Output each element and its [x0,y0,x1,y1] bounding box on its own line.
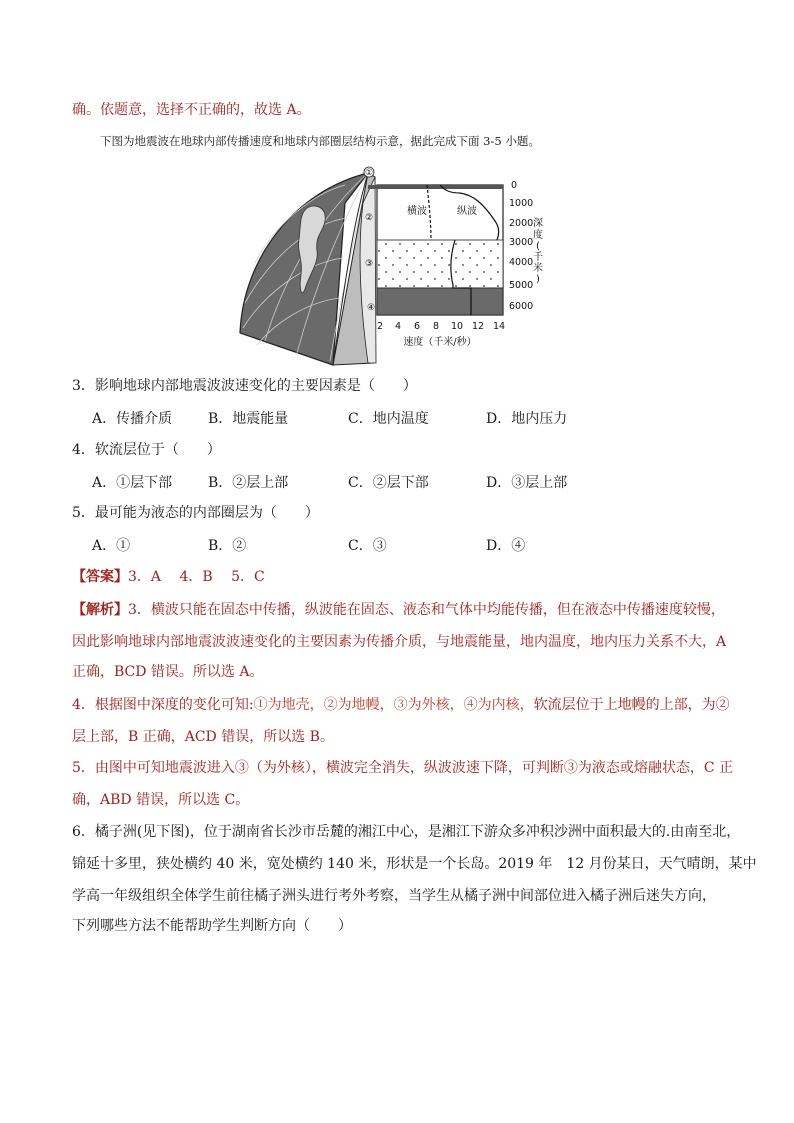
question-4-option-a[interactable]: A．①层下部 [92,475,173,491]
layer-marker-2: ② [364,213,374,223]
depth-tick-5000: 5000 [509,280,534,291]
depth-tick-4000: 4000 [509,257,534,268]
question-3-stem: 3．影响地球内部地震波波速变化的主要因素是（ ） [72,378,417,394]
analysis-text-1: 3．横波只能在固态中传播，纵波能在固态、液态和气体中均能传播，但在液态中传播速度较慢， [128,602,725,618]
depth-label-char: ) [536,274,540,285]
depth-tick-2000: 2000 [509,218,534,229]
question-3-option-c[interactable]: C．地内温度 [348,411,429,427]
top-band [368,185,503,189]
answer-tag: 【答案】 [72,569,128,585]
layer-marker-3: ③ [364,259,374,269]
speed-tick-8: 8 [432,321,440,332]
question-3-option-b[interactable]: B．地震能量 [208,411,289,427]
question-6-line-3: 学高一年级组织全体学生前往橘子洲头进行考外考察，当学生从橘子洲中间部位进入橘子洲后迷失方向， [72,888,716,904]
depth-label-char: 度 [533,230,543,241]
question-5-option-a[interactable]: A．① [92,538,131,554]
analysis-line-4 [72,695,730,715]
speed-tick-14: 14 [492,321,506,332]
question-3-option-a[interactable]: A．传播介质 [92,411,173,427]
depth-axis-label [533,217,543,285]
layer-marker-1: ① [364,168,374,178]
analysis-line-4-tail: 软流层位于上地幔的上部，为② [533,697,730,713]
analysis-tag: 【解析】 [72,602,128,618]
previous-answer-tail: 确。依题意，选择不正确的，故选 A。 [72,102,311,118]
question-3-option-d[interactable]: D．地内压力 [486,411,568,427]
speed-axis [377,321,505,348]
analysis-line-3: 正确，BCD 错误。所以选 A。 [72,664,264,680]
depth-label-char: 米 [533,263,543,274]
s-wave-label: 横波 [407,206,427,217]
seismic-wave-figure [235,163,543,353]
speed-tick-2: 2 [376,321,384,332]
depth-label-char: 深 [533,218,543,229]
question-6-line-4: 下列哪些方法不能帮助学生判断方向（ ） [72,918,352,934]
question-5-stem: 5．最可能为液态的内部圈层为（ ） [72,505,319,521]
question-4-option-b[interactable]: B．②层上部 [208,475,289,491]
depth-tick-6000: 6000 [509,301,534,312]
question-5-option-d[interactable]: D．④ [486,538,526,554]
analysis-line-7: 确，ABD 错误，所以选 C。 [72,792,250,808]
analysis-line-5: 层上部，B 正确，ACD 错误，所以选 B。 [72,729,334,745]
question-6-line-1: 6．橘子洲(见下图)，位于湖南省长沙市岳麓的湘江中心，是湘江下游众多冲积沙洲中面积最大的.由南至北， [72,824,741,840]
analysis-line-2: 因此影响地球内部地震波波速变化的主要因素为传播介质，与地震能量，地内温度，地内压力关系不大，A [72,634,727,650]
question-4-stem: 4．软流层位于（ ） [72,442,221,458]
speed-tick-10: 10 [450,321,464,332]
layer-marker-4: ④ [366,303,376,313]
analysis-line-1 [72,600,725,620]
analysis-line-4-head: 4．根据图中深度的变化可知: [72,697,254,713]
answer-line [72,567,265,587]
speed-axis-label: 速度（千米/秒） [403,337,477,348]
depth-tick-3000: 3000 [509,237,534,248]
depth-axis [509,180,533,312]
depth-tick-1000: 1000 [509,198,534,209]
analysis-line-6: 5．由图中可知地震波进入③（为外核），横波完全消失，纵波波速下降，可判断③为液态或熔融状态，C 正 [72,760,734,776]
question-5-option-c[interactable]: C．③ [348,538,387,554]
question-4-option-d[interactable]: D．③层上部 [486,475,568,491]
speed-tick-4: 4 [394,321,402,332]
inner-core-region [377,288,503,315]
analysis-line-4-layers: ①为地壳，②为地幔，③为外核，④为内核， [253,697,534,713]
question-5-option-b[interactable]: B．② [208,538,247,554]
speed-tick-12: 12 [471,321,485,332]
answer-text: 3．A 4．B 5．C [128,569,265,585]
depth-label-char: 千 [533,252,543,263]
question-6-line-2: 锦延十多里，狭处横约 40 米，宽处横约 140 米，形状是一个长岛。2019 年 12 月份某日，天气晴朗，某中 [72,856,757,872]
question-intro: 下图为地震波在地球内部传播速度和地球内部圈层结构示意，据此完成下面 3-5 小题。 [100,134,540,148]
depth-label-char: ( [536,241,540,252]
outer-core-region [377,240,503,288]
depth-tick-0: 0 [511,180,518,191]
p-wave-label: 纵波 [457,206,477,217]
speed-tick-6: 6 [413,321,421,332]
question-4-option-c[interactable]: C．②层下部 [348,475,429,491]
